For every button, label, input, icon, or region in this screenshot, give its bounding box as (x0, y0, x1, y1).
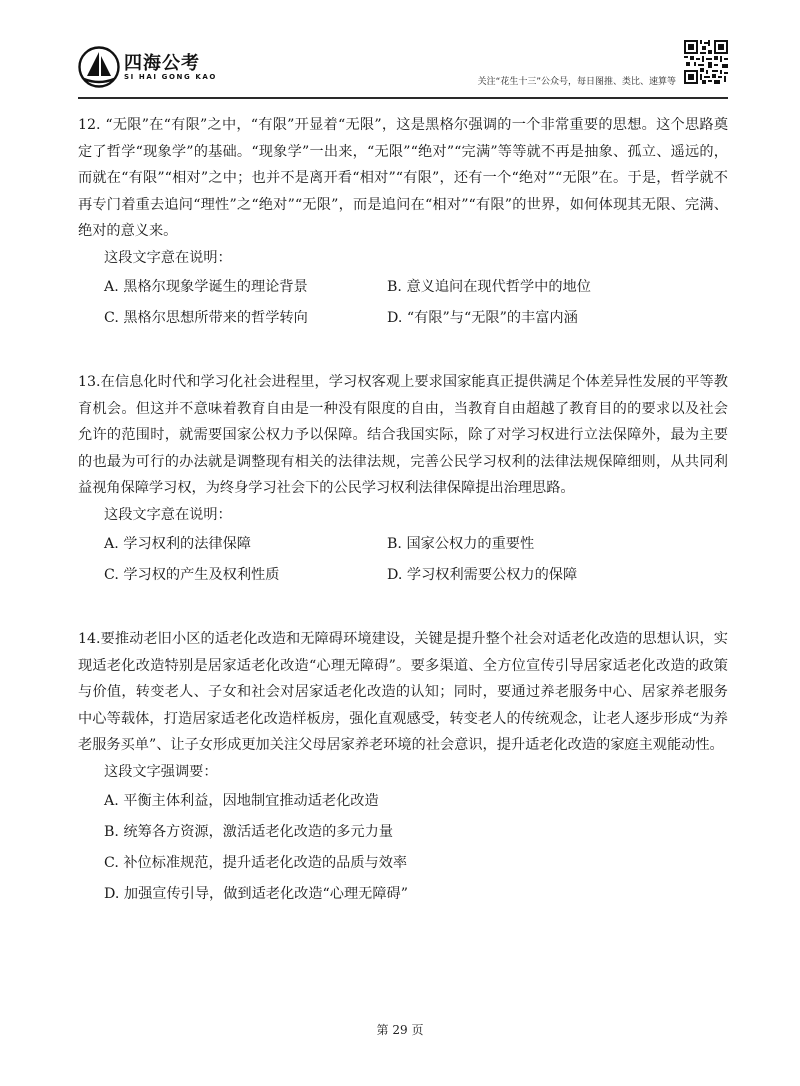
sailboat-logo-icon (78, 46, 120, 88)
option-list (78, 786, 728, 910)
question-number: 14. (78, 631, 101, 647)
option-a[interactable]: A. 学习权利的法律保障 (104, 535, 251, 552)
question-prompt: 这段文字意在说明： (104, 249, 232, 266)
brand-name: 四海公考 (124, 53, 200, 74)
option-d[interactable]: D. “有限”与“无限”的丰富内涵 (387, 309, 578, 326)
qr-code-icon (684, 40, 728, 84)
option-c[interactable]: C. 补位标准规范，提升适老化改造的品质与效率 (104, 854, 408, 871)
question-12 (78, 112, 728, 334)
option-a[interactable]: A. 黑格尔现象学诞生的理论背景 (104, 278, 308, 295)
brand-logo (78, 46, 248, 92)
option-c[interactable]: C. 黑格尔思想所带来的哲学转向 (104, 309, 308, 326)
question-number: 13. (78, 374, 101, 390)
brand-pinyin: SI HAI GONG KAO (124, 73, 217, 81)
option-c[interactable]: C. 学习权的产生及权利性质 (104, 566, 280, 583)
question-stem (78, 369, 728, 502)
option-b[interactable]: B. 国家公权力的重要性 (387, 535, 535, 552)
header-divider (78, 97, 728, 99)
question-text: 在信息化时代和学习化社会进程里，学习权客观上要求国家能真正提供满足个体差异性发展的平等教育机会。但这并不意味着教育自由是一种没有限度的自由，当教育自由超越了教育目的的要求以及社会允许的范围时，就需要国家公权力予以保障。结合我国实际，除了对学习权进行立法保障外，最为主要的也最为可行的办法就是调整现有相关的法律法规，完善公民学习权利的法律法规保障细则，从共同利益视角保障学习权，为终身学习社会下的公民学习权利法律保障提出治理思路。 (78, 374, 728, 497)
question-prompt: 这段文字意在说明： (104, 506, 232, 523)
option-a[interactable]: A. 平衡主体利益，因地制宜推动适老化改造 (104, 792, 379, 809)
option-b[interactable]: B. 意义追问在现代哲学中的地位 (387, 278, 591, 295)
question-number: 12. (78, 117, 101, 133)
question-13 (78, 369, 728, 591)
page-number: 第 29 页 (376, 1023, 424, 1037)
option-list (78, 272, 728, 334)
question-14 (78, 626, 728, 910)
question-prompt: 这段文字强调要： (104, 763, 218, 780)
header-tagline: 关注“花生十三”公众号，每日图推、类比、速算等 (477, 77, 676, 87)
option-list (78, 529, 728, 591)
page-header (78, 40, 728, 96)
option-d[interactable]: D. 学习权利需要公权力的保障 (387, 566, 578, 583)
question-stem (78, 112, 728, 245)
question-stem (78, 626, 728, 759)
question-text: “无限”在“有限”之中，“有限”开显着“无限”，这是黑格尔强调的一个非常重要的思想。这个思路奠定了哲学“现象学”的基础。“现象学”一出来，“无限”“绝对”“完满”等等就不再是抽象、孤立、遥远的，而就在“有限”“相对”之中；也并不是离开看“相对”“有限”，还有一个“绝对”“无限”在。于是，哲学就不再专门着重去追问“理性”之“绝对”“无限”，而是追问在“相对”“有限”的世界，如何体现其无限、完满、绝对的意义来。 (78, 117, 729, 240)
option-b[interactable]: B. 统筹各方资源，激活适老化改造的多元力量 (104, 823, 394, 840)
option-d[interactable]: D. 加强宣传引导，做到适老化改造“心理无障碍” (104, 885, 408, 902)
question-text: 要推动老旧小区的适老化改造和无障碍环境建设，关键是提升整个社会对适老化改造的思想认识，实现适老化改造特别是居家适老化改造“心理无障碍”。要多渠道、全方位宣传引导居家适老化改造的政策与价值，转变老人、子女和社会对居家适老化改造的认知；同时，要通过养老服务中心、居家养老服务中心等载体，打造居家适老化改造样板房，强化直观感受，转变老人的传统观念，让老人逐步形成“为养老服务买单”、让子女形成更加关注父母居家养老环境的社会意识，提升适老化改造的家庭主观能动性。 (78, 631, 728, 754)
